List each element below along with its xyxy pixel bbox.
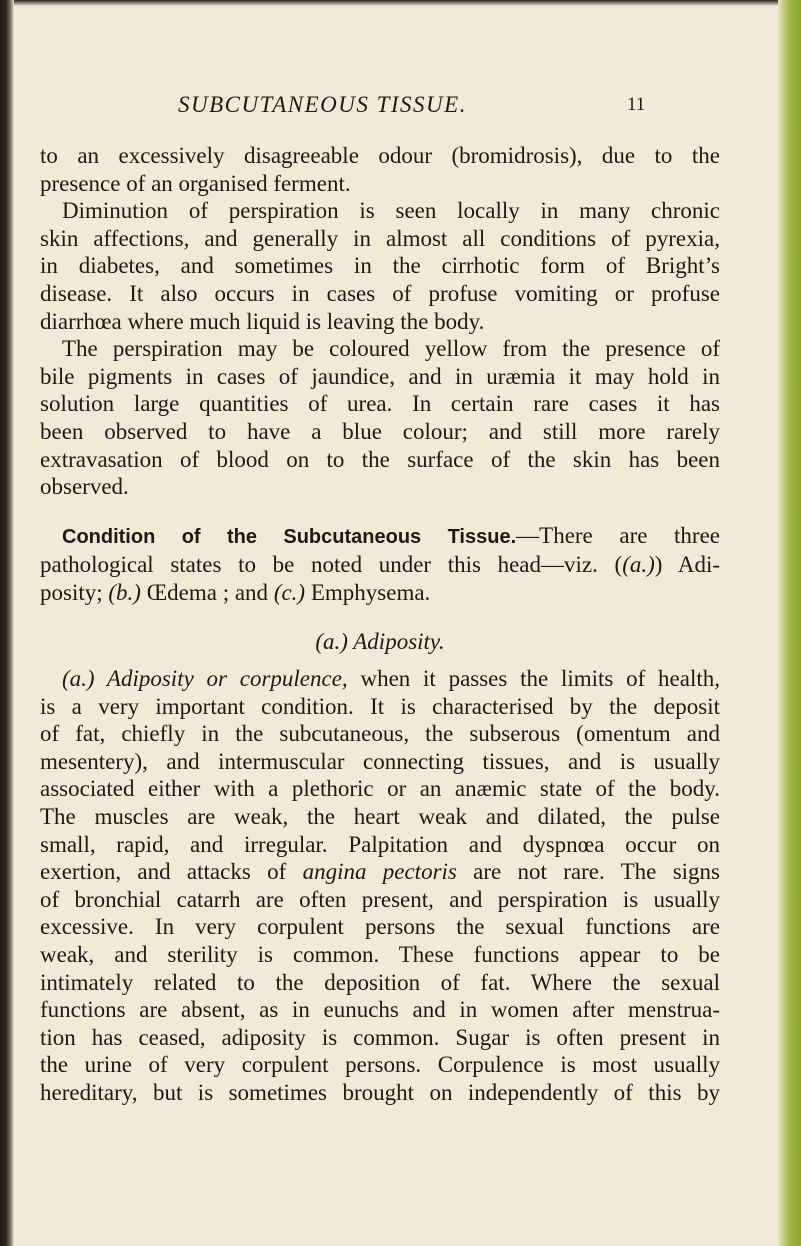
text-line: The perspiration may be coloured yellow from the presence of	[62, 336, 720, 362]
text-line: skin affections, and generally in almost all conditions of pyrexia,	[40, 225, 720, 251]
body-text	[40, 142, 720, 1107]
text-line: The muscles are weak, the heart weak and dilated, the pulse	[40, 804, 720, 830]
paragraph-gap	[40, 655, 720, 665]
text-line: excessive. In very corpulent persons the sexual functions are	[40, 914, 720, 940]
scan-right-edge	[778, 0, 801, 1246]
paragraph-coloured-perspiration	[40, 335, 720, 501]
paragraph-adiposity	[40, 665, 720, 1107]
text-run: exertion, and attacks of	[40, 859, 287, 885]
text-line: Diminution of perspiration is seen locally in many chronic	[62, 198, 720, 224]
label-c: (c.)	[273, 579, 306, 605]
text-run: Adi-	[677, 552, 721, 578]
page-number: 11	[627, 94, 646, 115]
text-run: —There are three	[516, 522, 720, 548]
text-line: observed.	[40, 474, 129, 500]
text-line: extravasation of blood on to the surface of the skin has been	[40, 446, 720, 472]
text-run: Emphysema.	[310, 579, 431, 605]
label-b: (b.)	[108, 579, 141, 605]
text-line: diarrhœa where much liquid is leaving the body.	[40, 308, 485, 334]
italic-lead: (a.) Adiposity or corpulence,	[62, 666, 348, 692]
section-heading-adiposity: (a.) Adiposity.	[315, 628, 445, 654]
running-title: SUBCUTANEOUS TISSUE.	[178, 92, 467, 117]
text-line: been observed to have a blue colour; and still more rarely	[40, 418, 720, 444]
scan-top-border	[0, 0, 801, 6]
text-line	[40, 579, 720, 607]
scan-left-border	[0, 0, 14, 1246]
text-line: intimately related to the deposition of fat. Where the sexual	[40, 969, 720, 995]
text-line: bile pigments in cases of jaundice, and in uræmia it may hold in	[40, 363, 720, 389]
text-run: pathological states to be noted under this head—viz.	[40, 552, 598, 578]
text-line: weak, and sterility is common. These functions appear to be	[40, 942, 720, 968]
text-line: in diabetes, and sometimes in the cirrhotic form of Bright’s	[40, 253, 720, 279]
text-line	[40, 551, 720, 579]
running-head	[0, 92, 801, 122]
text-line: hereditary, but is sometimes brought on independently of this by	[40, 1080, 720, 1105]
paragraph-subcutaneous-condition	[40, 522, 720, 607]
text-line: small, rapid, and irregular. Palpitation and dyspnœa occur on	[40, 831, 720, 857]
text-line: of bronchial catarrh are often present, and perspiration is usually	[40, 886, 720, 912]
text-line: of fat, chiefly in the subcutaneous, the subserous (omentum and	[40, 721, 720, 747]
text-line	[40, 858, 720, 886]
text-line: the urine of very corpulent persons. Corpulence is most usually	[40, 1052, 720, 1078]
section-run-in-heading: Condition of the Subcutaneous Tissue.	[62, 525, 517, 548]
text-line: tion has ceased, adiposity is common. Sugar is often present in	[40, 1024, 720, 1050]
paragraph-gap	[40, 501, 720, 522]
text-run: are not rare. The signs	[473, 859, 720, 885]
text-run: posity;	[40, 579, 103, 605]
text-line: disease. It also occurs in cases of profuse vomiting or profuse	[40, 280, 720, 306]
text-line: mesentery), and intermuscular connecting tissues, and is usually	[40, 748, 720, 774]
text-line: to an excessively disagreeable odour (bromidrosis), due to the	[40, 143, 720, 168]
paragraph-gap	[40, 607, 720, 628]
italic-term: angina pectoris	[302, 859, 457, 885]
text-line: is a very important condition. It is characterised by the deposit	[40, 693, 720, 719]
paragraph-diminution	[40, 197, 720, 335]
text-run: when it passes the limits of health,	[360, 666, 720, 692]
text-run: Œdema ; and	[146, 579, 269, 605]
text-run: ((a.))	[614, 552, 663, 578]
text-line	[40, 665, 720, 693]
paragraph-bromidrosis	[40, 142, 720, 197]
text-line: solution large quantities of urea. In certain rare cases it has	[40, 391, 720, 417]
text-line	[40, 522, 720, 552]
text-line: presence of an organised ferment.	[40, 170, 351, 196]
label-a: (a.)	[622, 552, 655, 578]
text-line: functions are absent, as in eunuchs and in women after menstrua-	[40, 997, 720, 1023]
text-line: associated either with a plethoric or an anæmic state of the body.	[40, 776, 720, 802]
